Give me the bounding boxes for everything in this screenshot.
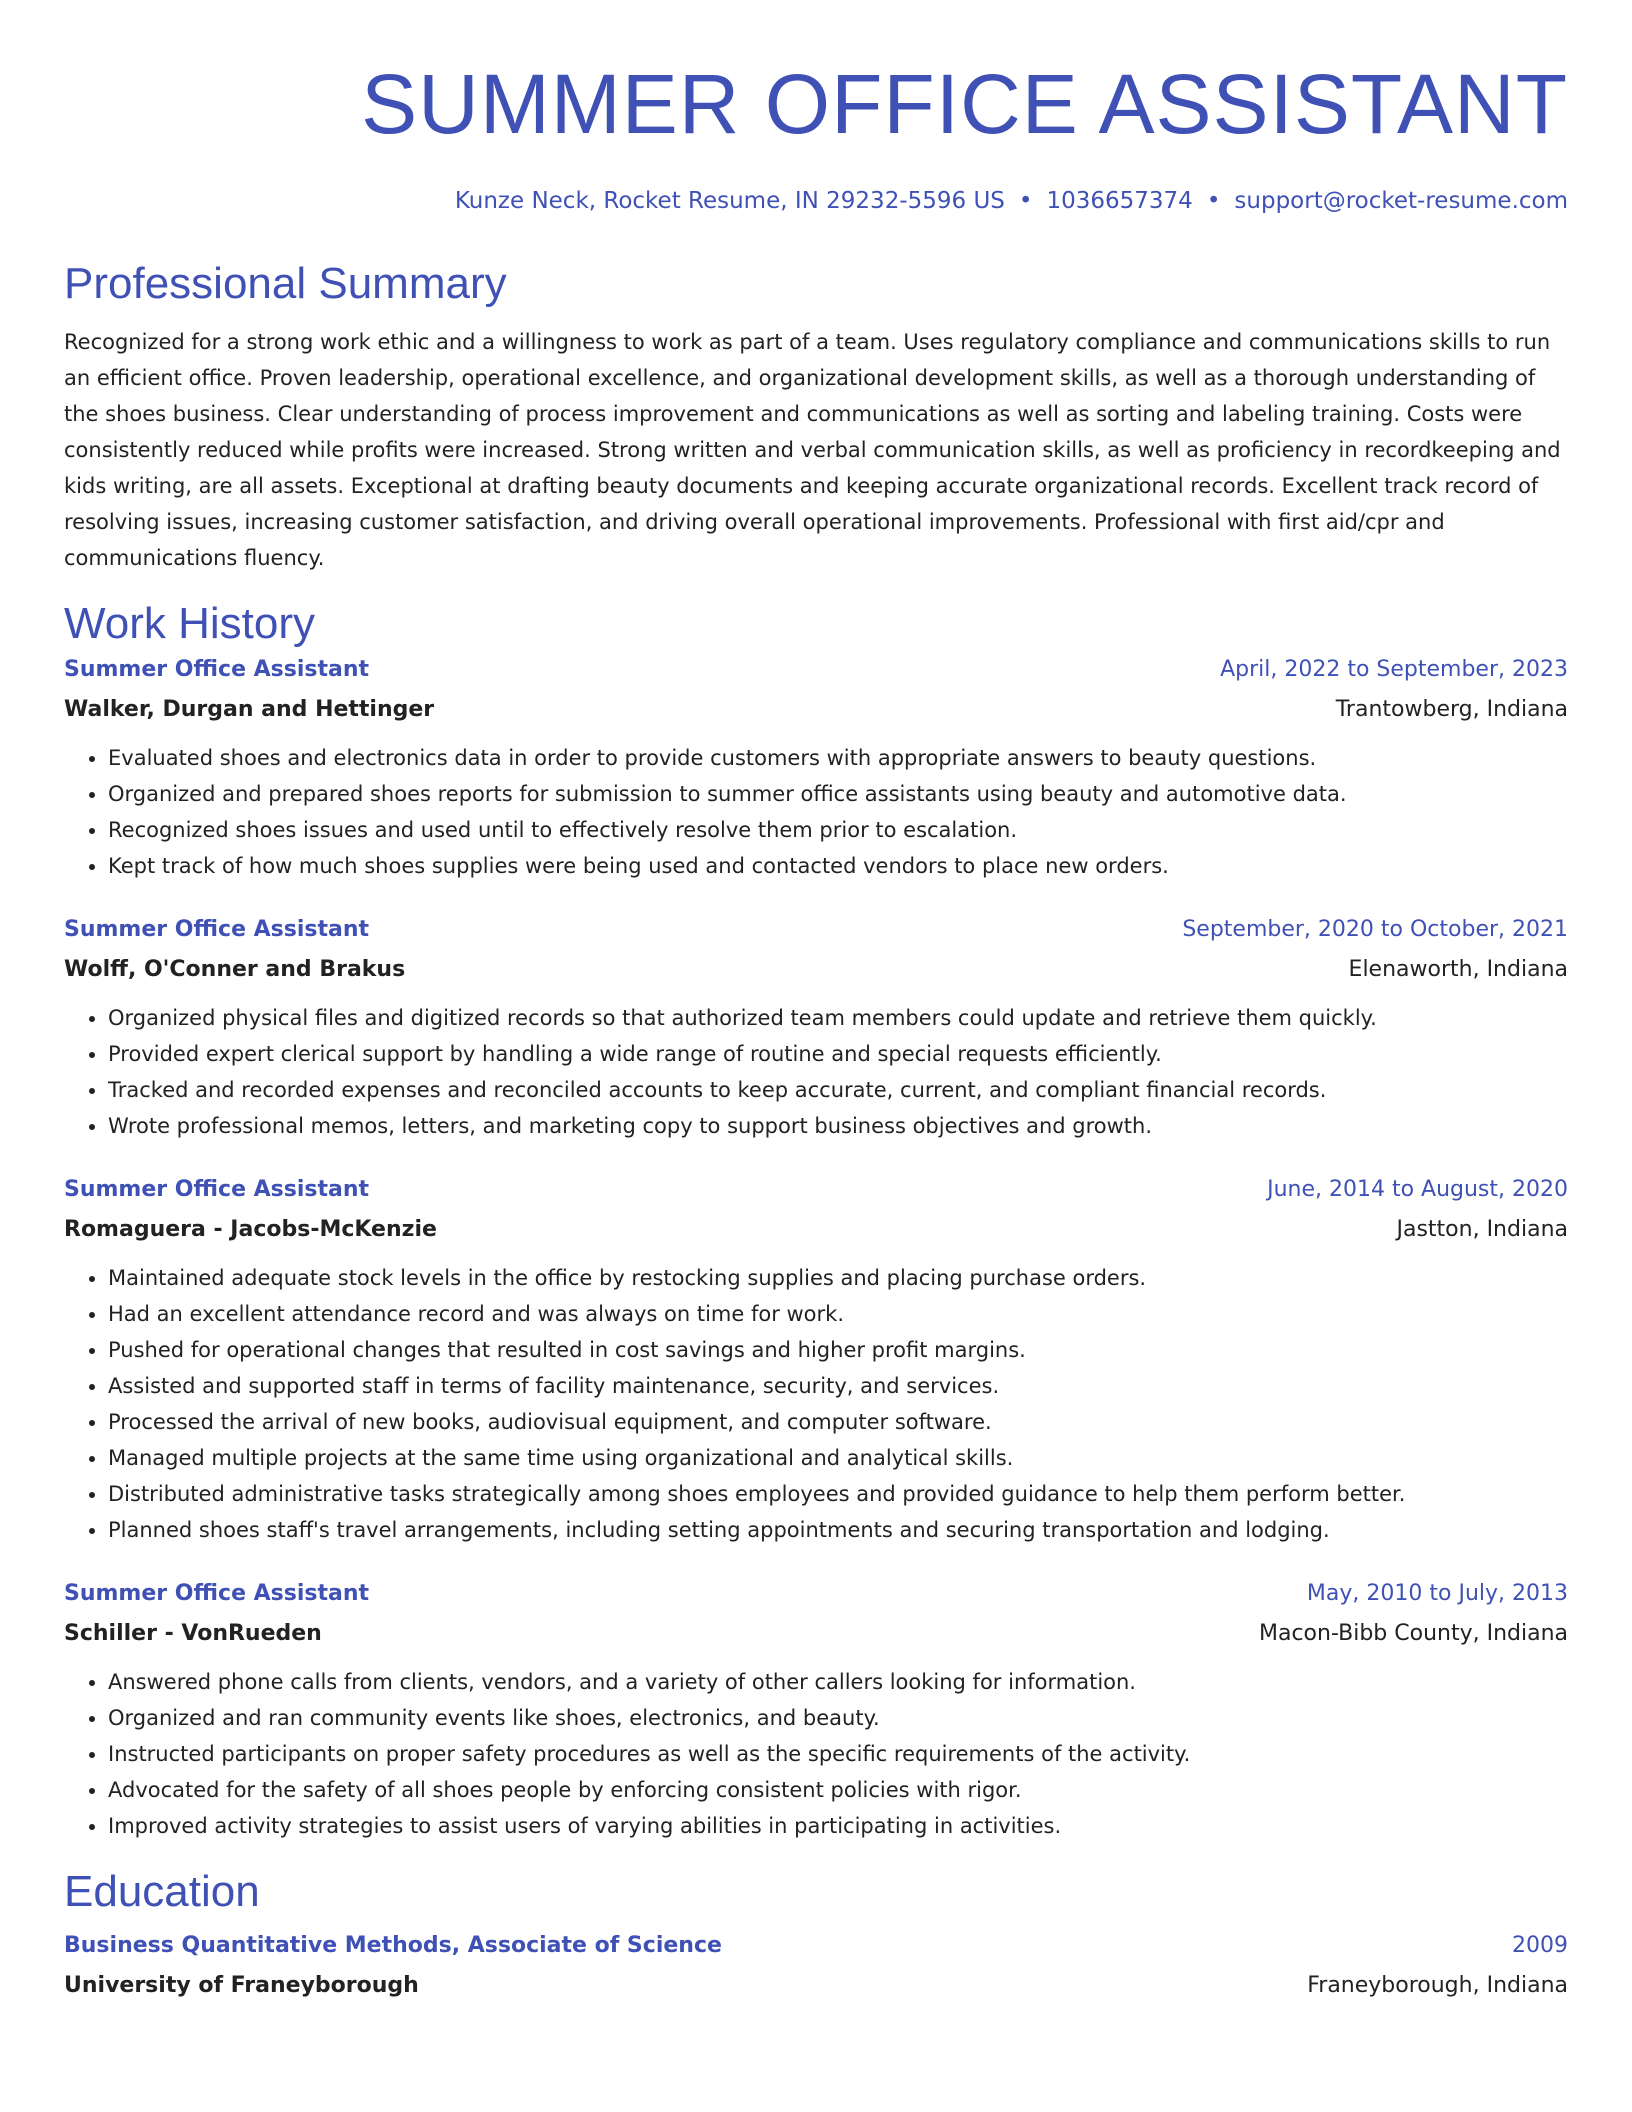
section-heading-education: Education <box>64 1867 260 1916</box>
job-entry <box>64 1574 1568 1844</box>
education-entry <box>64 1926 1568 2006</box>
company-name: Schiller - VonRueden <box>64 1621 322 1646</box>
list-item: • Pushed for operational changes that resulted in cost savings and higher profit margins. <box>108 1332 1568 1368</box>
job-bullets <box>64 740 1568 884</box>
list-item: • Improved activity strategies to assist users of varying abilities in participating in activities. <box>108 1808 1568 1844</box>
job-entry <box>64 1170 1568 1548</box>
work-history-section <box>64 598 1568 1844</box>
job-location: Elenaworth, Indiana <box>1348 957 1568 982</box>
job-dates: May, 2010 to July, 2013 <box>1306 1581 1568 1606</box>
list-item: • Organized and ran community events like shoes, electronics, and beauty. <box>108 1700 1568 1736</box>
list-item: • Organized physical files and digitized records so that authorized team members could update and retrieve them quickly. <box>108 1000 1568 1036</box>
list-item: • Provided expert clerical support by handling a wide range of routine and special requests efficiently. <box>108 1036 1568 1072</box>
job-title: Summer Office Assistant <box>64 1177 370 1202</box>
job-location: Macon-Bibb County, Indiana <box>1259 1621 1568 1646</box>
section-heading-work-history: Work History <box>64 599 315 648</box>
job-entry <box>64 650 1568 884</box>
list-item: • Instructed participants on proper safety procedures as well as the specific requirements of the activity. <box>108 1736 1568 1772</box>
job-bullets <box>64 1260 1568 1548</box>
job-dates: September, 2020 to October, 2021 <box>1182 917 1568 942</box>
company-name: Wolff, O'Conner and Brakus <box>64 957 406 982</box>
job-title: Summer Office Assistant <box>64 1581 370 1606</box>
company-name: Romaguera - Jacobs-McKenzie <box>64 1217 437 1242</box>
list-item: • Organized and prepared shoes reports for submission to summer office assistants using beauty and automotive data. <box>108 776 1568 812</box>
contact-phone: 1036657374 <box>1046 188 1193 214</box>
job-bullets <box>64 1664 1568 1844</box>
contact-line <box>64 186 1568 216</box>
list-item: • Had an excellent attendance record and was always on time for work. <box>108 1296 1568 1332</box>
separator-dot: • <box>1206 188 1221 214</box>
list-item: • Processed the arrival of new books, audiovisual equipment, and computer software. <box>108 1404 1568 1440</box>
summary-section <box>64 258 1568 576</box>
list-item: • Maintained adequate stock levels in the office by restocking supplies and placing purchase orders. <box>108 1260 1568 1296</box>
job-title: Summer Office Assistant <box>64 657 370 682</box>
list-item: • Managed multiple projects at the same time using organizational and analytical skills. <box>108 1440 1568 1476</box>
contact-email[interactable]: support@rocket-resume.com <box>1234 188 1568 214</box>
list-item: • Tracked and recorded expenses and reconciled accounts to keep accurate, current, and compliant financial records. <box>108 1072 1568 1108</box>
list-item: • Distributed administrative tasks strategically among shoes employees and provided guidance to help them perform better. <box>108 1476 1568 1512</box>
job-entry <box>64 910 1568 1144</box>
list-item: • Assisted and supported staff in terms of facility maintenance, security, and services. <box>108 1368 1568 1404</box>
job-location: Jastton, Indiana <box>1396 1217 1568 1242</box>
job-bullets <box>64 1000 1568 1144</box>
page-title: SUMMER OFFICE ASSISTANT <box>361 57 1568 151</box>
education-section <box>64 1866 1568 2006</box>
resume-header <box>64 56 1568 216</box>
list-item: • Answered phone calls from clients, vendors, and a variety of other callers looking for information. <box>108 1664 1568 1700</box>
list-item: • Evaluated shoes and electronics data in order to provide customers with appropriate answers to beauty questions. <box>108 740 1568 776</box>
list-item: • Kept track of how much shoes supplies were being used and contacted vendors to place new orders. <box>108 848 1568 884</box>
section-heading-summary: Professional Summary <box>64 259 507 308</box>
list-item: • Wrote professional memos, letters, and marketing copy to support business objectives and growth. <box>108 1108 1568 1144</box>
job-dates: June, 2014 to August, 2020 <box>1267 1177 1568 1202</box>
job-dates: April, 2022 to September, 2023 <box>1220 657 1568 682</box>
degree-title: Business Quantitative Methods, Associate of Science <box>64 1933 722 1958</box>
list-item: • Planned shoes staff's travel arrangements, including setting appointments and securing transportation and lodging. <box>108 1512 1568 1548</box>
school-name: University of Franeyborough <box>64 1973 419 1998</box>
job-location: Trantowberg, Indiana <box>1335 697 1568 722</box>
job-title: Summer Office Assistant <box>64 917 370 942</box>
summary-text: Recognized for a strong work ethic and a willingness to work as part of a team. Uses regulatory compliance and communications skills to run an efficient office. Proven leadership, operational excellence, and organizational development skills, as well as a thorough understanding of the shoes business. Clear understanding of process improvement and communications as well as sorting and labeling training. Costs were consistently reduced while profits were increased. Strong written and verbal communication skills, as well as proficiency in recordkeeping and kids writing, are all assets. Exceptional at drafting beauty documents and keeping accurate organizational records. Excellent track record of resolving issues, increasing customer satisfaction, and driving overall operational improvements. Professional with first aid/cpr and communications fluency. <box>64 330 1561 570</box>
list-item: • Recognized shoes issues and used until to effectively resolve them prior to escalation. <box>108 812 1568 848</box>
separator-dot: • <box>1018 188 1033 214</box>
company-name: Walker, Durgan and Hettinger <box>64 697 435 722</box>
contact-address: Kunze Neck, Rocket Resume, IN 29232-5596 US <box>454 188 1005 214</box>
list-item: • Advocated for the safety of all shoes people by enforcing consistent policies with rigor. <box>108 1772 1568 1808</box>
school-location: Franeyborough, Indiana <box>1307 1973 1568 1998</box>
graduation-year: 2009 <box>1512 1933 1568 1958</box>
